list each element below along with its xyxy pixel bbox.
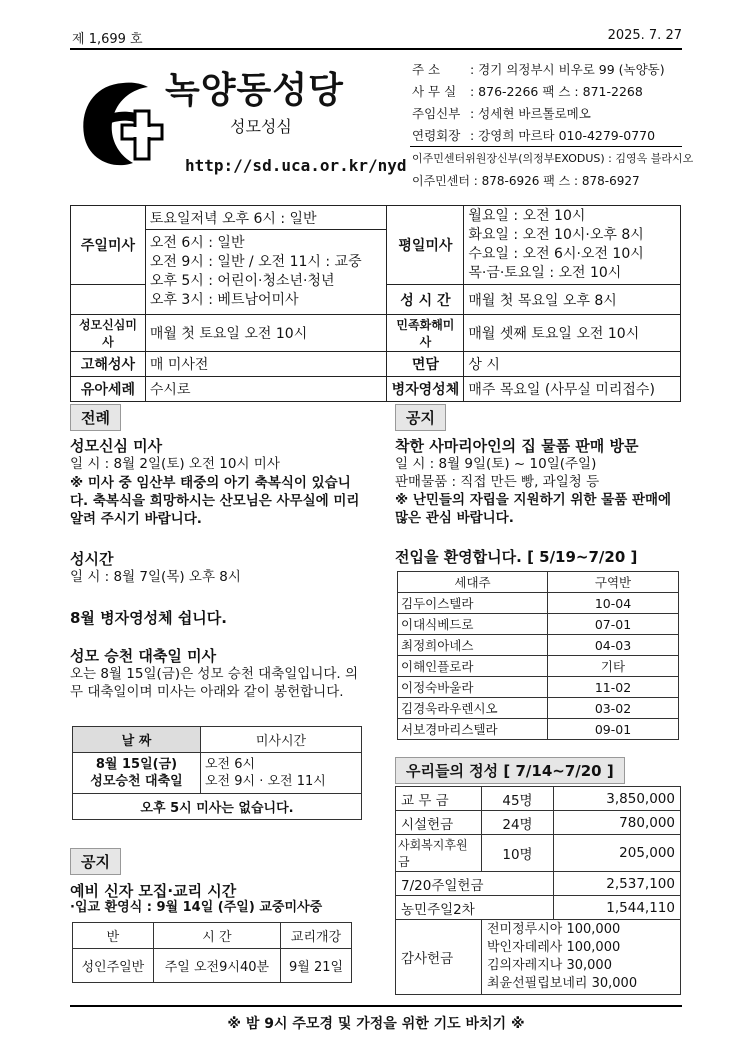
- catechumen-title: 예비 신자 모집·교리 시간: [70, 882, 237, 900]
- table-row: 이정숙바울라 11-02: [398, 677, 679, 698]
- info-pastor: 주임신부 : 성세현 바르톨로메오: [412, 106, 591, 121]
- info-funeral: 연령회장 : 강영희 마르타 010-4279-0770: [412, 128, 656, 143]
- heart-mass-date: 일 시 : 8월 2일(토) 오전 10시 미사: [70, 456, 280, 472]
- mass-schedule-table: [70, 205, 681, 402]
- holy-hour: 매월 첫 목요일 오후 8시: [464, 285, 681, 315]
- right-notice-section-title: 공지: [395, 404, 446, 431]
- baptism: 수시로: [145, 377, 387, 402]
- samaritan-note: ※ 난민들의 자립을 지원하기 위한 물품 판매에 많은 관심 바랍니다.: [395, 492, 672, 526]
- assumption-times: 오전 6시 오전 9시 · 오전 11시: [201, 753, 362, 794]
- counsel-label: 면담: [387, 352, 464, 377]
- table-row: 시설헌금 24명 780,000: [396, 811, 681, 835]
- assumption-time-header: 미사시간: [201, 727, 362, 753]
- sunday-mass-times: 오전 6시 : 일반 오전 9시 : 일반 / 오전 11시 : 교중 오후 5시 : 어린이·청소년·청년 오후 3시 : 베트남어미사: [145, 230, 387, 315]
- parish-title: 녹양동성당: [165, 70, 344, 111]
- sunday-sat: 토요일저녁 오후 6시 : 일반: [145, 206, 387, 230]
- catechumen-table: [72, 922, 352, 983]
- footer-rule: [70, 1005, 682, 1007]
- samaritan-title: 착한 사마리아인의 집 물품 판매 방문: [395, 437, 639, 455]
- assumption-text: 오는 8월 15일(금)은 성모 승천 대축일입니다. 의무 대축일이며 미사는 아래와 같이 봉헌합니다.: [70, 666, 359, 700]
- assumption-title: 성모 승천 대축일 미사: [70, 647, 217, 665]
- welcome-h-zone: 구역반: [548, 572, 679, 593]
- left-notice-section-title: 공지: [70, 848, 121, 875]
- holy-hour-label: 성 시 간: [387, 285, 464, 315]
- church-logo-icon: [78, 75, 168, 175]
- parish-url[interactable]: http://sd.uca.or.kr/nyd: [185, 156, 407, 175]
- heart-mass: 매월 첫 토요일 오전 10시: [145, 315, 387, 352]
- catechumen-h-class: 반: [73, 923, 154, 949]
- sick-communion: 매주 목요일 (사무실 미리접수): [464, 377, 681, 402]
- confession-label: 고해성사: [71, 352, 146, 377]
- table-row: 김경욱라우렌시오 03-02: [398, 698, 679, 719]
- footer-prayer: ※ 밤 9시 주모경 및 가정을 위한 기도 바치기 ※: [227, 1016, 525, 1032]
- confession: 매 미사전: [145, 352, 387, 377]
- assumption-date-header: 날 짜: [73, 727, 201, 753]
- info-migrant-priest: 이주민센터위원장신부(의정부EXODUS) : 김영옥 블라시오: [412, 152, 694, 165]
- sunday-mass-label: 주일미사: [71, 206, 146, 285]
- catechumen-start: 9월 21일: [281, 949, 352, 983]
- assumption-footnote: 오후 5시 미사는 없습니다.: [73, 794, 362, 820]
- catechumen-class: 성인주일반: [73, 949, 154, 983]
- samaritan-date: 일 시 : 8월 9일(토) ~ 10일(주일): [395, 456, 597, 472]
- info-migrant-center: 이주민센터 : 878-6926 팩 스 : 878-6927: [412, 174, 640, 188]
- thanks-list: 전미정루시아 100,000 박인자데레사 100,000 김의자레지나 30,000 최윤선필립보네리 30,000: [482, 920, 681, 995]
- baptism-label: 유아세례: [71, 377, 146, 402]
- catechumen-welcome: ·입교 환영식 : 9월 14일 (주일) 교중미사중: [70, 900, 323, 915]
- issue-date: 2025. 7. 27: [607, 28, 682, 43]
- weekday-mass-label: 평일미사: [387, 206, 464, 285]
- issue-line: [72, 28, 682, 47]
- table-row: 농민주일2차 1,544,110: [396, 896, 681, 920]
- offering-title: 우리들의 정성 [ 7/14~7/20 ]: [395, 757, 625, 784]
- assumption-date: 8월 15일(금) 성모승천 대축일: [73, 753, 201, 794]
- assumption-table: [72, 726, 362, 820]
- catechumen-time: 주일 오전9시40분: [153, 949, 280, 983]
- counsel: 상 시: [464, 352, 681, 377]
- nation-mass: 매월 셋째 토요일 오전 10시: [464, 315, 681, 352]
- info-office: 사 무 실 : 876-2266 팩 스 : 871-2268: [412, 84, 643, 99]
- welcome-h-head: 세대주: [398, 572, 548, 593]
- heart-mass-label: 성모신심미사: [71, 315, 146, 352]
- table-row: 김두이스텔라 10-04: [398, 593, 679, 614]
- table-row: [396, 920, 681, 995]
- welcome-table: [397, 571, 679, 740]
- thanks-label: 감사헌금: [396, 920, 482, 995]
- catechumen-h-start: 교리개강: [281, 923, 352, 949]
- nation-mass-label: 민족화해미사: [387, 315, 464, 352]
- sick-communion-notice: 8월 병자영성체 쉽니다.: [70, 609, 227, 627]
- parish-subtitle: 성모성심: [230, 117, 292, 136]
- table-row: 최정희아네스 04-03: [398, 635, 679, 656]
- holy-hour-date: 일 시 : 8월 7일(목) 오후 8시: [70, 569, 241, 585]
- table-row: 교 무 금 45명 3,850,000: [396, 787, 681, 811]
- offering-table: [395, 786, 681, 995]
- table-row: 사회복지후원금 10명 205,000: [396, 835, 681, 872]
- header-rule: [70, 48, 682, 50]
- table-row: 이해인플로라 기타: [398, 656, 679, 677]
- heart-mass-title: 성모신심 미사: [70, 437, 163, 455]
- info-address: 주 소 : 경기 의정부시 비우로 99 (녹양동): [412, 62, 665, 77]
- sick-communion-label: 병자영성체: [387, 377, 464, 402]
- table-row: 이대식베드로 07-01: [398, 614, 679, 635]
- table-row: 7/20주일헌금 2,537,100: [396, 872, 681, 896]
- info-rule: [410, 146, 682, 147]
- samaritan-items: 판매물품 : 직접 만든 빵, 과일청 등: [395, 474, 600, 490]
- holy-hour-title: 성시간: [70, 550, 114, 568]
- table-row: 서보경마리스텔라 09-01: [398, 719, 679, 740]
- liturgy-section-title: 전례: [70, 404, 121, 431]
- welcome-title: 전입을 환영합니다. [ 5/19~7/20 ]: [395, 548, 638, 566]
- weekday-mass-times: 월요일 : 오전 10시 화요일 : 오전 10시·오후 8시 수요일 : 오전 6시·오전 10시 목·금·토요일 : 오전 10시: [464, 206, 681, 285]
- heart-mass-note: ※ 미사 중 임산부 태중의 아기 축복식이 있습니다. 축복식을 희망하시는 산모님은 사무실에 미리 알려 주시기 바랍니다.: [70, 475, 360, 527]
- issue-number: 제 1,699 호: [72, 32, 143, 47]
- catechumen-h-time: 시 간: [153, 923, 280, 949]
